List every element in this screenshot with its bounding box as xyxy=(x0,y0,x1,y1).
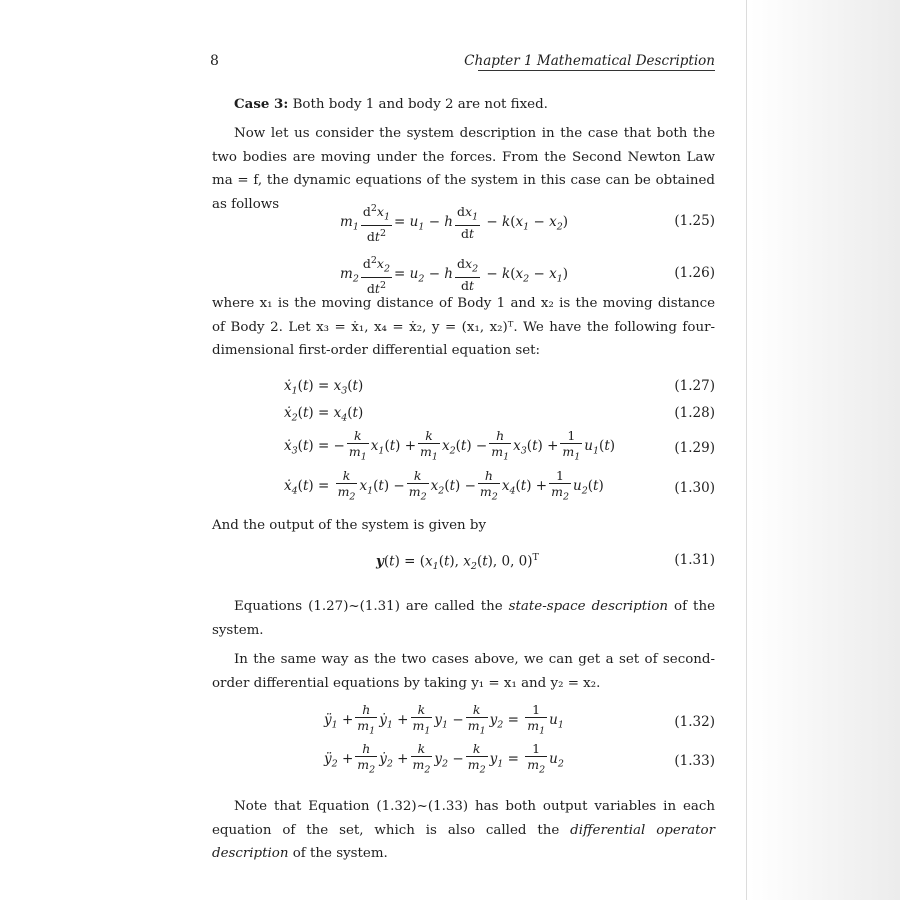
paragraph-intro: Now let us consider the system description in the case that both the two bodies are moving under the forces. From the Second Newton Law ma = f, the dynamic equations of the system in this case can be obtained as follows xyxy=(212,126,715,212)
case-3-heading xyxy=(212,93,715,117)
header-rule xyxy=(478,70,715,71)
paragraph-state-space xyxy=(212,595,715,642)
text-run: of the system. xyxy=(288,846,388,861)
equation-1-25: $m_1$ $\frac{d^2x_1}{dt^2}$ = $u_1 - h$ $\frac{dx_1}{dt}$ − $k(x_1 - x_2)$ (1.25) xyxy=(340,203,715,244)
equation-number: (1.33) xyxy=(674,753,715,769)
book-page xyxy=(212,0,715,900)
equation-1-33: $ÿ_2$ + $\frac{h}{m_2}$ ẏ$_2$ + $\frac{k}{m_2}$ $y_2$ − $\frac{k}{m_2}$ $y_1$ = $\frac{1}{m_2}$ $u_2$ (1.33) xyxy=(324,741,715,776)
case-3-label: Case 3: xyxy=(234,96,289,112)
running-title: Chapter 1 Mathematical Description xyxy=(464,53,715,69)
equation-number: (1.26) xyxy=(674,265,715,281)
term-differential-operator: differential operator description xyxy=(212,822,715,861)
paragraph-definitions: where x₁ is the moving distance of Body 1 and x₂ is the moving distance of Body 2. Let x₃ = ẋ₁, x₄ = ẋ₂, y = (x₁, x₂)ᵀ. We have the following four-dimensional first-order differential equation set: xyxy=(212,296,715,358)
equation-number: (1.29) xyxy=(674,440,715,456)
equation-1-27: ẋ$_1$(t) = $x_3(t)$ (1.27) xyxy=(284,378,715,397)
text-run: of the system. xyxy=(212,599,715,638)
text-run: Equations (1.27)~(1.31) are called the xyxy=(234,599,509,614)
equation-1-32: $ÿ_1$ + $\frac{h}{m_1}$ ẏ$_1$ + $\frac{k}{m_1}$ $y_1$ − $\frac{k}{m_1}$ $y_2$ = $\frac{1}{m_1}$ $u_1$ (1.32) xyxy=(324,702,715,737)
paragraph-output: And the output of the system is given by xyxy=(212,518,487,533)
equation-1-30: ẋ$_4$(t) = $\frac{k}{m_2}$ $x_1(t)$ − $\frac{k}{m_2}$ $x_2(t)$ − $\frac{h}{m_2}$ $x_4(t)$ + $\frac{1}{m_2}$ $u_2(t)$ (1.30) xyxy=(284,468,715,503)
equation-number: (1.28) xyxy=(674,405,715,421)
equation-number: (1.25) xyxy=(674,213,715,229)
term-state-space: state-space description xyxy=(508,599,669,614)
equation-number: (1.27) xyxy=(674,378,715,394)
equation-1-28: ẋ$_2$(t) = $x_4(t)$ (1.28) xyxy=(284,405,715,424)
page-header xyxy=(212,53,715,71)
equation-number: (1.31) xyxy=(674,552,715,568)
equation-number: (1.30) xyxy=(674,480,715,496)
page-edge-shadow xyxy=(750,0,900,900)
page-number: 8 xyxy=(210,53,219,69)
equation-1-26: $m_2$ $\frac{d^2x_2}{dt^2}$ = $u_2 - h$ $\frac{dx_2}{dt}$ − $k(x_2 - x_1)$ (1.26) xyxy=(340,255,715,296)
equation-number: (1.32) xyxy=(674,714,715,730)
text-run: Note that Equation (1.32)~(1.33) has both output variables in each equation of the set, which is also called the xyxy=(212,799,715,838)
page-edge-line xyxy=(746,0,747,900)
paragraph-second-order: In the same way as the two cases above, we can get a set of second-order differential equations by taking y₁ = x₁ and y₂ = x₂. xyxy=(212,652,715,691)
paragraph-differential-operator xyxy=(212,795,715,866)
equation-1-31: $y(t) = (x_1(t)$, $x_2(t)$, 0, 0)$^T$ (1.31) xyxy=(376,552,715,573)
equation-1-29: ẋ$_3$(t) = − $\frac{k}{m_1}$ $x_1(t)$ + $\frac{k}{m_1}$ $x_2(t)$ − $\frac{h}{m_1}$ $x_3(t)$ + $\frac{1}{m_1}$ $u_1(t)$ (1.29) xyxy=(284,428,715,463)
case-3-text: Both body 1 and body 2 are not fixed. xyxy=(288,97,548,112)
